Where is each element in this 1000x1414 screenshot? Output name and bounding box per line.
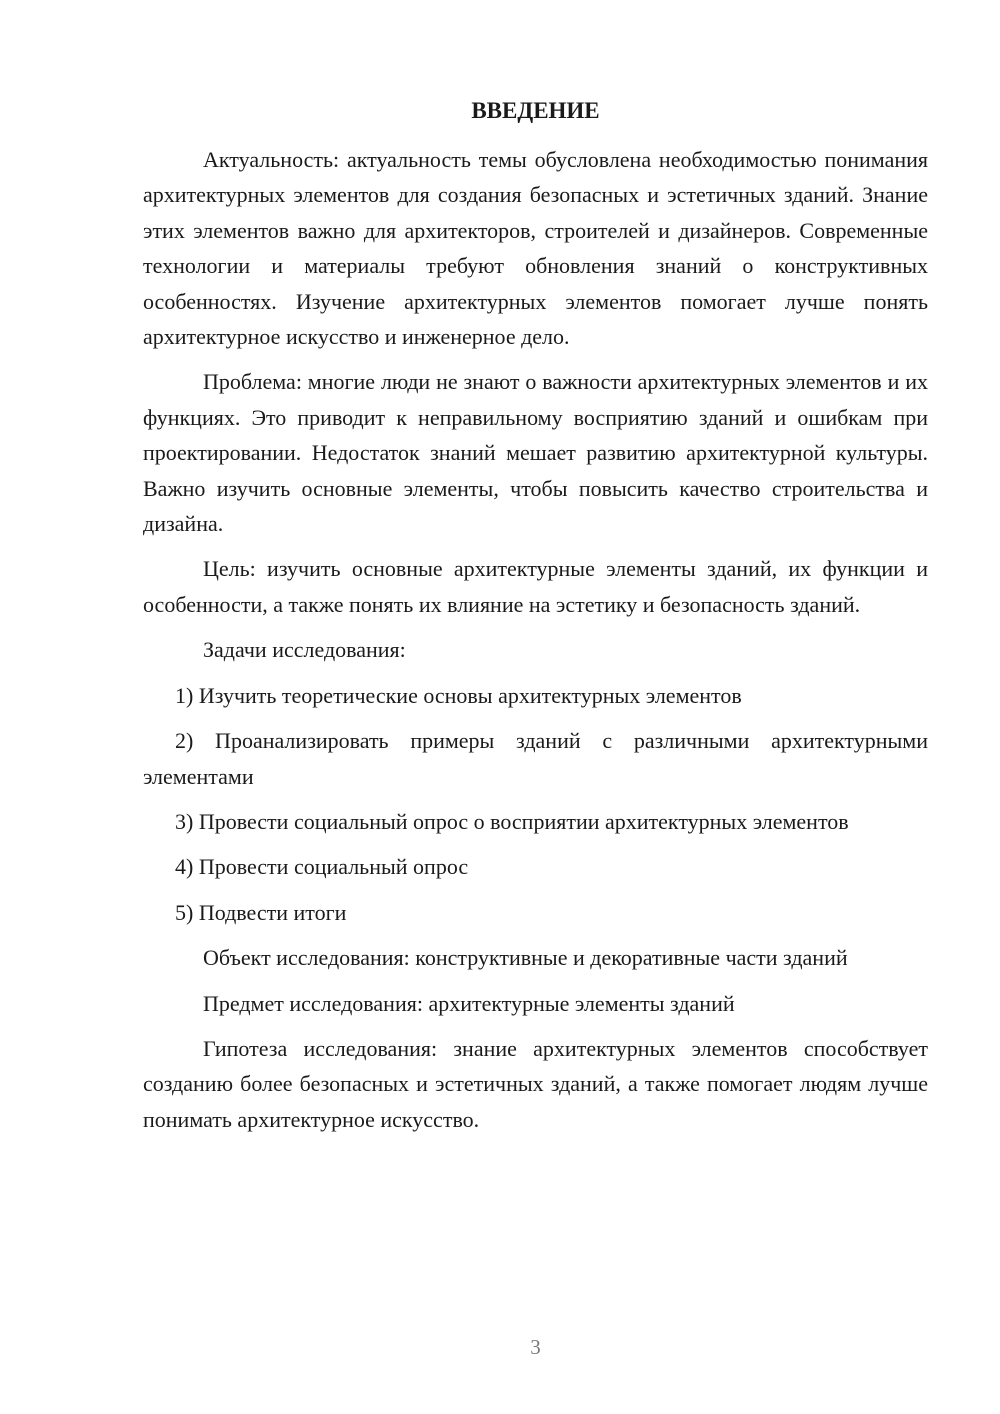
document-page [143,0,928,1414]
research-object-paragraph: Объект исследования: конструктивные и декоративные части зданий [203,945,848,971]
task-item-1: 1) Изучить теоретические основы архитектурных элементов [175,682,742,708]
research-subject-paragraph: Предмет исследования: архитектурные элементы зданий [203,990,735,1016]
page-title: ВВЕДЕНИЕ [471,98,600,123]
problem-paragraph: Проблема: многие люди не знают о важности архитектурных элементов и их функциях. Это приводит к неправильному восприятию зданий и ошибкам при проектировании. Недостаток знаний мешает развитию архитектурной культуры. Важно изучить основные элементы, чтобы повысить качество строительства и дизайна. [143,369,928,537]
relevance-paragraph: Актуальность: актуальность темы обусловлена необходимостью понимания архитектурных элементов для создания безопасных и эстетичных зданий. Знание этих элементов важно для архитекторов, строителей и дизайнеров. Современные технологии и материалы требуют обновления знаний о конструктивных особенностях. Изучение архитектурных элементов помогает лучше понять архитектурное искусство и инженерное дело. [143,147,928,350]
task-item-2: 2) Проанализировать примеры зданий с различными архитектурными элементами [143,728,928,789]
goal-paragraph: Цель: изучить основные архитектурные элементы зданий, их функции и особенности, а также понять их влияние на эстетику и безопасность зданий. [143,556,928,617]
hypothesis-paragraph: Гипотеза исследования: знание архитектурных элементов способствует созданию более безопасных и эстетичных зданий, а также помогает людям лучше понимать архитектурное искусство. [143,1035,928,1132]
task-item-4: 4) Провести социальный опрос [175,854,469,880]
task-item-5: 5) Подвести итоги [175,899,347,925]
document-body [143,142,928,1147]
tasks-heading: Задачи исследования: [203,637,406,663]
page-number: 3 [530,1335,541,1359]
task-item-3: 3) Провести социальный опрос о восприятии архитектурных элементов [175,808,849,834]
